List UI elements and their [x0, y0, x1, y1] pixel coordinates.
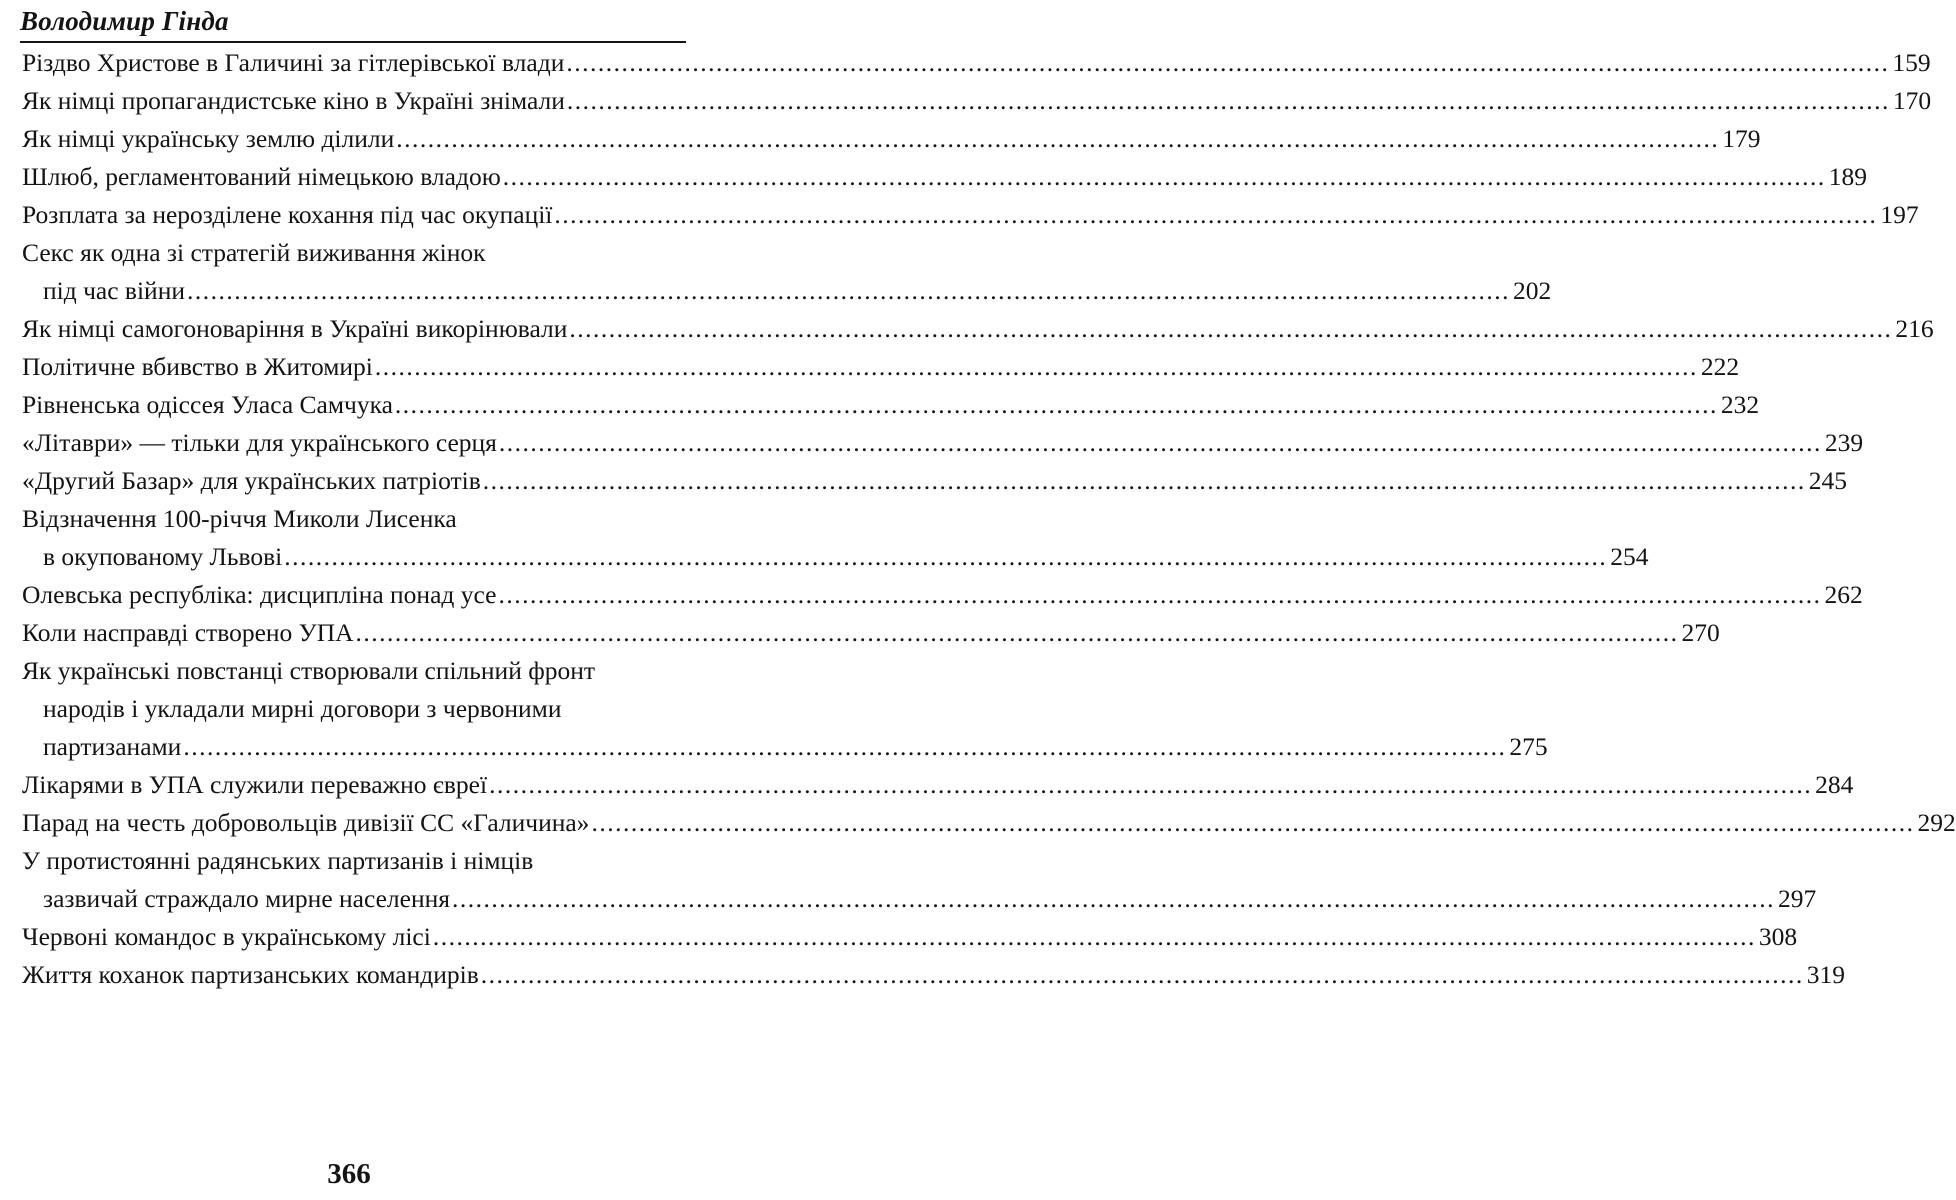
toc-entry-row: [22, 348, 1740, 386]
dot-leader: [395, 386, 1718, 424]
toc-entry-title-line: Секс як одна зі стратегій виживання жінок: [22, 238, 486, 267]
toc-entry-title-line: партизанами: [43, 732, 182, 761]
toc-entry-page: 232: [1720, 390, 1760, 419]
toc-entry-row: [22, 462, 1848, 500]
toc-entry-page: 222: [1700, 352, 1740, 381]
dot-leader: [396, 120, 1719, 158]
toc-entry-title-line: Коли насправді створено УПА: [22, 618, 354, 647]
toc-entry-row: [22, 310, 1934, 348]
toc-entry-title-line: під час війни: [43, 276, 185, 305]
toc-entry: [22, 766, 1854, 804]
dot-leader: [569, 310, 1892, 348]
toc-entry-row: [22, 82, 1932, 120]
toc-entry: [22, 956, 1845, 994]
toc-entry-page: 197: [1880, 200, 1919, 229]
toc-entry-page: 319: [1806, 960, 1845, 989]
toc-entry-row: [22, 728, 1548, 766]
toc-entry-row: [22, 386, 1760, 424]
toc-entry-row: [22, 538, 1649, 576]
toc-entry-row: [22, 918, 1798, 956]
toc-entry-title-line: Рівненська одіссея Уласа Самчука: [22, 390, 393, 419]
dot-leader: [503, 158, 1826, 196]
toc-entry: [22, 120, 1761, 158]
toc-entry: [22, 842, 1817, 918]
toc-entry-row: [22, 880, 1817, 918]
toc-entry-row: [22, 120, 1761, 158]
toc-entry: [22, 918, 1798, 956]
toc-entry-page: 170: [1892, 86, 1932, 115]
toc-entry: [22, 804, 1956, 842]
toc-entry-title-line: Політичне вбивство в Житомирі: [22, 352, 373, 381]
dot-leader: [452, 884, 1775, 913]
dot-leader: [566, 44, 1889, 82]
toc-entry-page: 262: [1824, 580, 1863, 609]
toc-entry-page: 275: [1509, 732, 1548, 761]
dot-leader: [591, 804, 1914, 842]
toc-entry-title-line: Шлюб, регламентований німецькою владою: [22, 162, 501, 191]
toc-entry-title-line: Як німці пропагандистське кіно в Україні знімали: [22, 86, 565, 115]
toc-entry: [22, 348, 1740, 386]
toc-entry: [22, 462, 1848, 500]
toc-entry-page: 179: [1722, 124, 1761, 153]
toc-entry: [22, 500, 1649, 576]
toc-entry-page: 308: [1758, 922, 1798, 951]
dot-leader: [498, 576, 1821, 614]
dot-leader: [356, 614, 1679, 652]
dot-leader: [183, 732, 1506, 761]
running-header-author: Володимир Гінда: [20, 6, 229, 36]
toc-entry-title-line: народів і укладали мирні договори з червоними: [43, 694, 562, 723]
toc-entry-title-line: Червоні командос в українському лісі: [22, 922, 431, 951]
dot-leader: [375, 348, 1698, 386]
toc-entry-title-line: «Другий Базар» для українських патріотів: [22, 466, 481, 495]
toc-entry-row: [22, 614, 1720, 652]
toc-entry: [22, 44, 1931, 82]
toc-entry-title-line: «Літаври» — тільки для українського серця: [22, 428, 497, 457]
toc-entry-row: [22, 424, 1864, 462]
dot-leader: [284, 542, 1607, 571]
toc-entry: [22, 196, 1919, 234]
dot-leader: [567, 82, 1890, 120]
toc-entry-title-line: Як німці українську землю ділили: [22, 124, 395, 153]
toc-entry-title-line: Олевська республіка: дисципліна понад усе: [22, 580, 497, 609]
toc-entry-title-line: зазвичай страждало мирне населення: [43, 884, 450, 913]
toc-entry-row: [22, 766, 1854, 804]
toc-entry-page: 292: [1917, 808, 1956, 837]
toc-entry-title-line: Лікарями в УПА служили переважно євреї: [22, 770, 488, 799]
toc-entry-page: 254: [1610, 542, 1649, 571]
dot-leader: [481, 956, 1804, 994]
dot-leader: [554, 196, 1877, 234]
toc-entry-title-line: Відзначення 100-річчя Миколи Лисенка: [22, 504, 457, 533]
toc-entry-title-line: У протистоянні радянських партизанів і німців: [22, 846, 534, 875]
header-rule: [20, 41, 686, 43]
toc-entry-page: 284: [1815, 770, 1854, 799]
toc-entry-title-line: Розплата за нерозділене кохання під час окупації: [22, 200, 553, 229]
toc-entry-page: 189: [1828, 162, 1867, 191]
toc-entry-row: [22, 576, 1863, 614]
toc-entry: [22, 614, 1720, 652]
toc-entry: [22, 386, 1760, 424]
table-of-contents: [22, 44, 1956, 994]
dot-leader: [489, 766, 1812, 804]
toc-entry-title-line: в окупованому Львові: [43, 542, 283, 571]
toc-entry: [22, 234, 1552, 310]
toc-entry-row: [22, 956, 1845, 994]
toc-entry-row: [22, 196, 1919, 234]
toc-entry-page: 216: [1895, 314, 1934, 343]
toc-entry-title-line: Різдво Христове в Галичині за гітлерівської влади: [22, 48, 565, 77]
page-number: 366: [327, 1158, 371, 1190]
toc-entry-title-line: Життя коханок партизанських командирів: [22, 960, 479, 989]
toc-entry-title-line: Як німці самогоноваріння в Україні викорінювали: [22, 314, 568, 343]
toc-entry-page: 245: [1808, 466, 1848, 495]
toc-entry-row: [22, 272, 1552, 310]
toc-entry-title-line: Як українські повстанці створювали спільний фронт: [22, 656, 596, 685]
toc-entry-page: 202: [1512, 276, 1552, 305]
dot-leader: [483, 462, 1806, 500]
toc-entry-title-line: Парад на честь добровольців дивізії СС «Галичина»: [22, 808, 590, 837]
toc-entry-page: 297: [1778, 884, 1817, 913]
toc-entry-row: [22, 158, 1867, 196]
toc-entry-page: 159: [1892, 48, 1931, 77]
toc-entry: [22, 158, 1867, 196]
toc-entry-row: [22, 44, 1931, 82]
toc-entry: [22, 424, 1864, 462]
toc-entry: [22, 576, 1863, 614]
toc-entry: [22, 310, 1934, 348]
toc-entry: [22, 82, 1932, 120]
toc-entry-row: [22, 804, 1956, 842]
toc-entry-page: 239: [1824, 428, 1864, 457]
dot-leader: [433, 918, 1756, 956]
dot-leader: [187, 276, 1510, 305]
toc-entry-page: 270: [1681, 618, 1720, 647]
toc-entry: [22, 652, 1548, 766]
dot-leader: [499, 424, 1822, 462]
